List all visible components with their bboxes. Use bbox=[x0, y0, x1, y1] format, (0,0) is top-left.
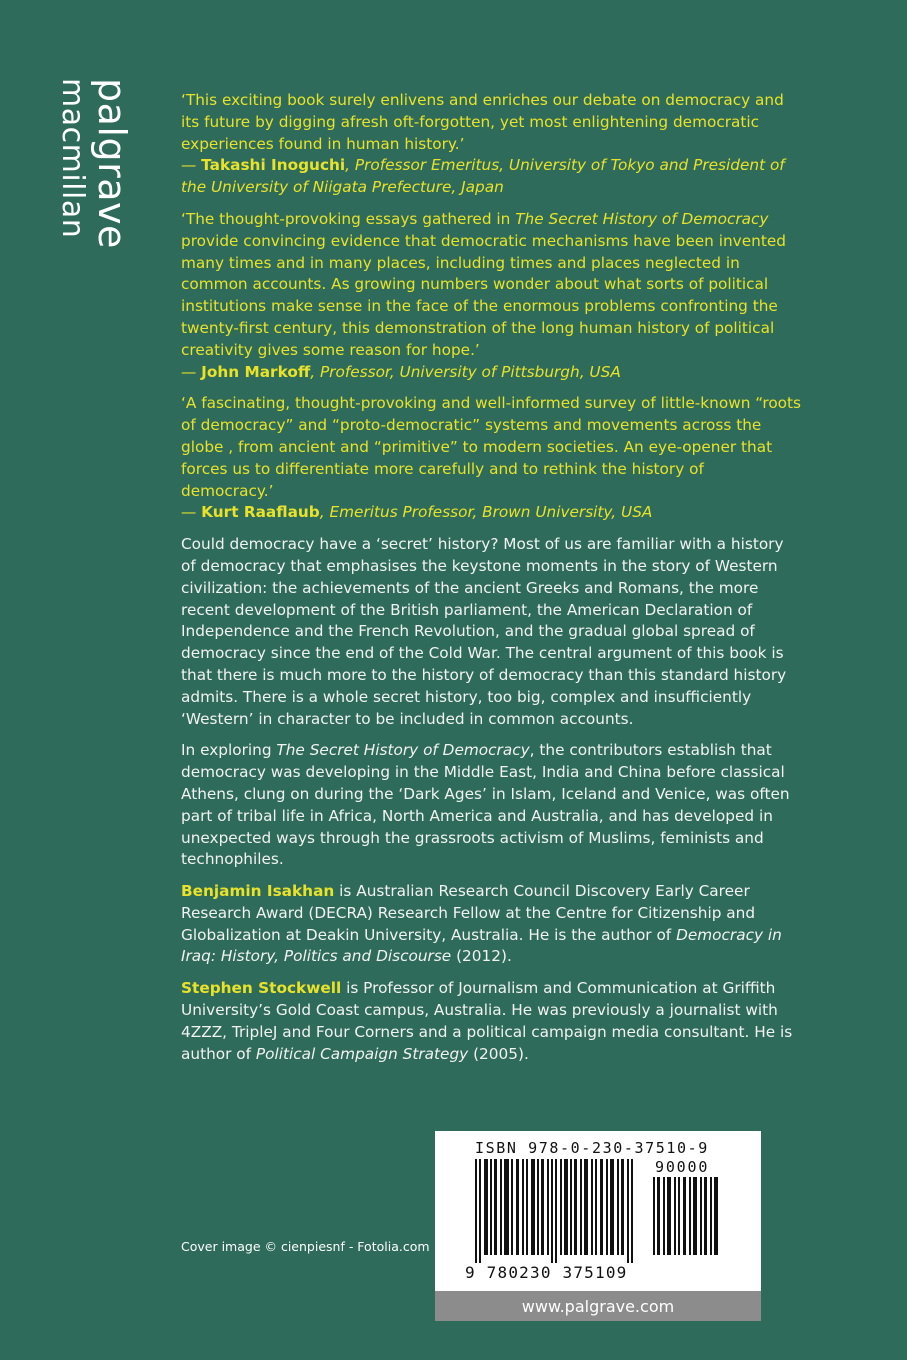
blurb-text: , the contributors establish that democracy was developing in the Middle East, India and China before classical Athens, clung on during the ‘Dark Ages’ in Islam, Iceland and Venice, was often part of tribal life in Africa, North America and Australia, and has developed in unexpected ways through the grassroots activism of Muslims, feminists and technophiles. bbox=[181, 741, 790, 869]
isbn-number: ISBN 978-0-230-37510-9 bbox=[475, 1139, 709, 1157]
quote-attribution bbox=[181, 362, 801, 384]
bio-text: (2005). bbox=[468, 1044, 529, 1063]
quote-text: provide convincing evidence that democratic mechanisms have been invented many times and in many places, including times and places neglected in common accounts. As growing numbers wonder about what sorts of political institutions make sense in the face of the enormous problems confronting the twenty-first century, this demonstration of the long human history of political creativity gives some reason for hope.’ bbox=[181, 231, 786, 359]
author-name: Benjamin Isakhan bbox=[181, 882, 335, 901]
attribution-dash: — bbox=[181, 156, 202, 175]
logo-macmillan: macmillan bbox=[55, 78, 90, 239]
cover-image-credit: Cover image © cienpiesnf - Fotolia.com bbox=[181, 1239, 430, 1254]
endorsement-quote bbox=[181, 209, 801, 383]
author-book-title: Democracy in Iraq: History, Politics and Discourse bbox=[181, 925, 782, 966]
book-title: The Secret History of Democracy bbox=[276, 741, 530, 760]
bio-text: is Professor of Journalism and Communication at Griffith University’s Gold Coast campus, Australia. He was previously a journalist with 4ZZZ, TripleJ and Four Corners and a political campaign media consultant. He is author of bbox=[181, 979, 793, 1063]
book-title: The Secret History of Democracy bbox=[515, 209, 769, 228]
quote-attribution bbox=[181, 155, 801, 199]
author-bio bbox=[181, 978, 801, 1065]
quote-affiliation: , Professor, University of Pittsburgh, USA bbox=[310, 362, 621, 381]
quote-affiliation: , Emeritus Professor, Brown University, USA bbox=[319, 503, 653, 522]
logo-palgrave: palgrave bbox=[90, 78, 134, 249]
bio-text: (2012). bbox=[451, 947, 512, 966]
ean-barcode-bars bbox=[475, 1159, 645, 1263]
author-book-title: Political Campaign Strategy bbox=[255, 1044, 469, 1063]
attribution-dash: — bbox=[181, 503, 202, 522]
author-name: Stephen Stockwell bbox=[181, 979, 342, 998]
author-bio bbox=[181, 881, 801, 968]
bio-text: is Australian Research Council Discovery Early Career Research Award (DECRA) Research Fellow at the Centre for Citizenship and Globalization at Deakin University, Australia. He is the author of bbox=[181, 882, 756, 944]
back-cover-content bbox=[181, 90, 801, 1075]
blurb-text: In exploring bbox=[181, 741, 277, 760]
addon-barcode-bars bbox=[653, 1177, 723, 1255]
quote-author: Takashi Inoguchi bbox=[201, 156, 346, 175]
publisher-website[interactable]: www.palgrave.com bbox=[435, 1291, 761, 1321]
ean-digits: 9 780230 375109 bbox=[465, 1263, 628, 1282]
quote-text: ‘The thought-provoking essays gathered in bbox=[181, 209, 516, 228]
quote-author: John Markoff bbox=[201, 362, 311, 381]
quote-text: ‘A fascinating, thought-provoking and well-informed survey of little-known “roots of democracy” and “proto-democratic” systems and movements across the globe , from ancient and “primitive” to modern societies. An eye-opener that forces us to differentiate more carefully and to rethink the history of democracy.’ bbox=[181, 394, 802, 500]
endorsement-quote bbox=[181, 393, 801, 524]
attribution-dash: — bbox=[181, 362, 202, 381]
quote-text: ‘This exciting book surely enlivens and enriches our debate on democracy and its future by digging afresh oft-forgotten, yet most enlightening democratic experiences found in human history.’ bbox=[181, 91, 784, 153]
blurb-paragraph: Could democracy have a ‘secret’ history? Most of us are familiar with a history of democracy that emphasises the keystone moments in the story of Western civilization: the achievements of the ancient Greeks and Romans, the more recent development of the British parliament, the American Declaration of Independence and the French Revolution, and the gradual global spread of democracy since the end of the Cold War. The central argument of this book is that there is much more to the history of democracy than this standard history admits. There is a whole secret history, too big, complex and insufficiently ‘Western’ in character to be included in common accounts. bbox=[181, 535, 787, 728]
price-code: 90000 bbox=[655, 1158, 710, 1176]
quote-affiliation: , Professor Emeritus, University of Tokyo and President of the University of Niigata Prefecture, Japan bbox=[181, 156, 785, 197]
blurb-paragraph bbox=[181, 740, 801, 871]
endorsement-quote bbox=[181, 90, 801, 199]
quote-attribution bbox=[181, 502, 801, 524]
quote-author: Kurt Raaflaub bbox=[201, 503, 320, 522]
publisher-logo bbox=[52, 78, 132, 278]
isbn-barcode bbox=[435, 1131, 761, 1291]
